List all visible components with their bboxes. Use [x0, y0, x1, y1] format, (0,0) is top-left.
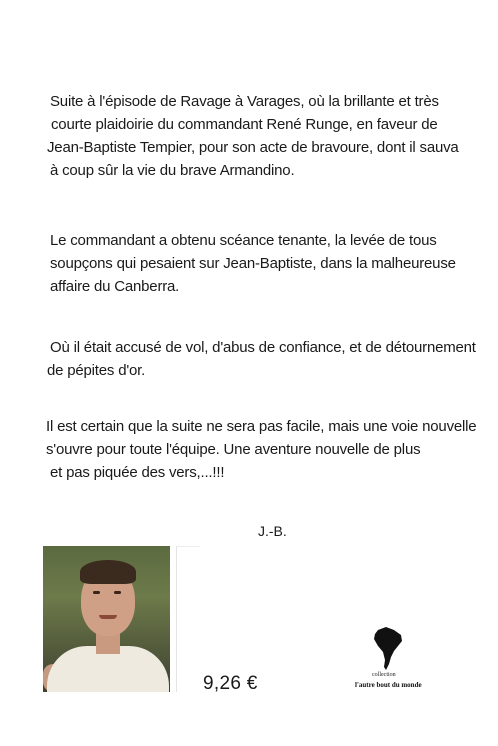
collection-logo — [352, 626, 432, 696]
paragraph-line: courte plaidoirie du commandant René Runge, en faveur de — [51, 116, 438, 133]
paragraph-line: soupçons qui pesaient sur Jean-Baptiste, dans la malheureuse — [50, 255, 456, 272]
paragraph-line: affaire du Canberra. — [50, 278, 180, 295]
paragraph-2 — [50, 229, 470, 298]
paragraph-4 — [46, 415, 477, 484]
author-photo — [43, 546, 170, 692]
paragraph-line: s'ouvre pour toute l'équipe. Une aventure nouvelle de plus — [46, 441, 421, 458]
paragraph-line: Le commandant a obtenu scéance tenante, la levée de tous — [50, 232, 437, 249]
photo-frame-divider — [176, 546, 200, 692]
author-signature: J.-B. — [258, 523, 287, 539]
paragraph-line: Il est certain que la suite ne sera pas facile, mais une voie nouvelle — [46, 418, 477, 435]
paragraph-line: Jean-Baptiste Tempier, pour son acte de bravoure, dont il sauva — [47, 139, 459, 156]
paragraph-1 — [47, 90, 470, 182]
paragraph-3 — [47, 336, 476, 382]
paragraph-line: Où il était accusé de vol, d'abus de confiance, et de détournement — [50, 339, 476, 356]
collection-name: l'autre bout du monde — [355, 681, 422, 689]
paragraph-line: Suite à l'épisode de Ravage à Varages, où la brillante et très — [50, 93, 439, 110]
paragraph-line: à coup sûr la vie du brave Armandino. — [50, 162, 295, 179]
paragraph-line: et pas piquée des vers,...!!! — [50, 464, 225, 481]
paragraph-line: de pépites d'or. — [47, 362, 146, 379]
price-label: 9,26 € — [203, 673, 258, 694]
south-america-silhouette-icon — [372, 626, 404, 672]
collection-word: collection — [372, 672, 396, 678]
